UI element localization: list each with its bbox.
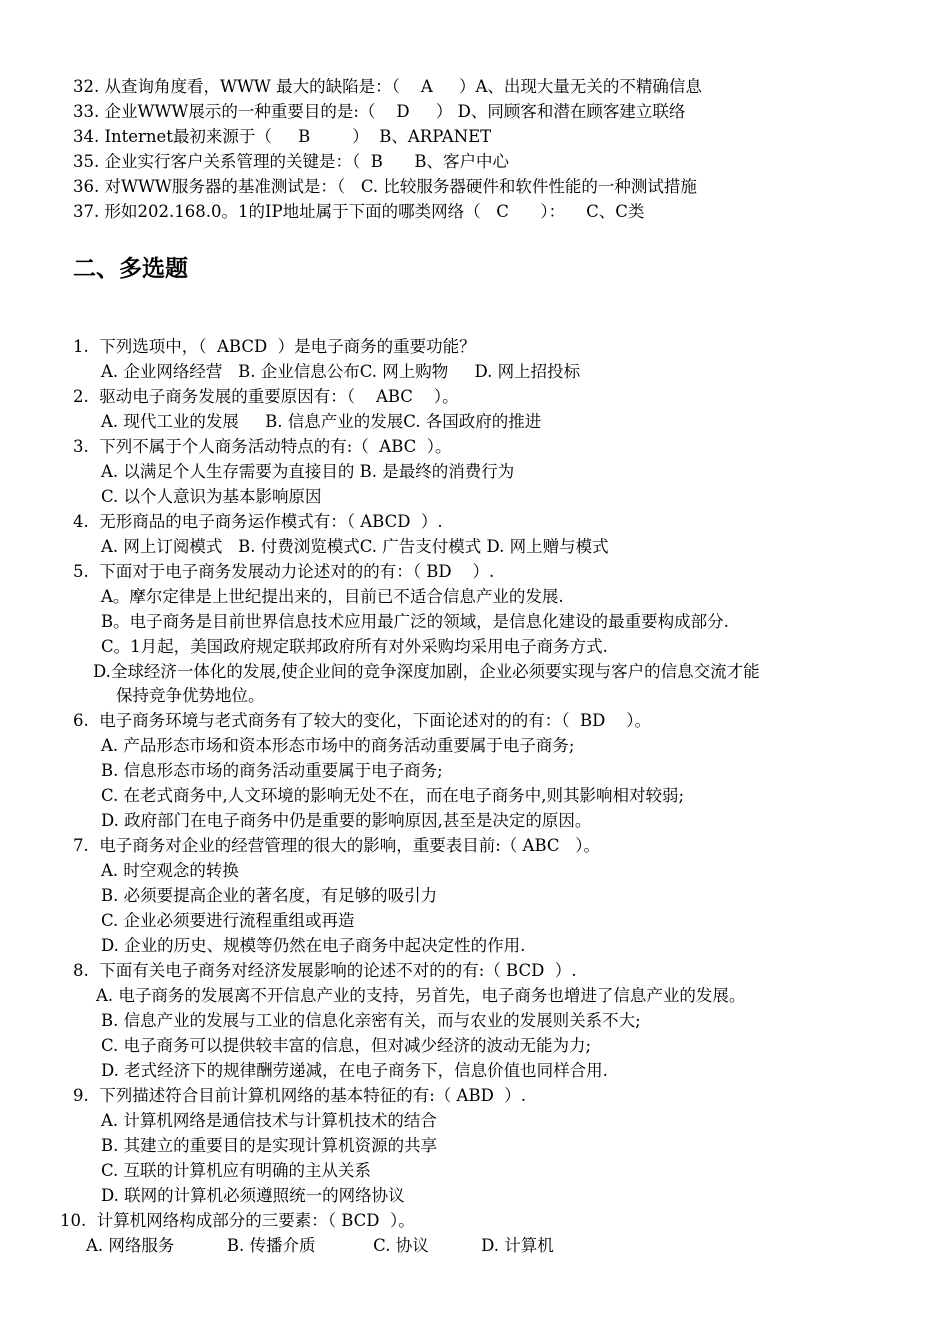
mc-question-7: 7. 电子商务对企业的经营管理的很大的影响，重要表目前:（ ABC ）。 xyxy=(73,836,600,855)
mc-option-9c: C. 互联的计算机应有明确的主从关系 xyxy=(101,1161,372,1180)
section-title: 二、多选题 xyxy=(73,256,188,282)
mc-question-9: 9. 下列描述符合目前计算机网络的基本特征的有:（ ABD ）. xyxy=(73,1086,527,1105)
question-32: 32. 从查询角度看，WWW 最大的缺陷是：（ A ）A、出现大量无关的不精确信息 xyxy=(73,77,702,96)
mc-options-4: A. 网上订阅模式 B. 付费浏览模式C. 广告支付模式 D. 网上赠与模式 xyxy=(101,537,609,556)
question-34: 34. Internet最初来源于（ B ） B、ARPANET xyxy=(73,127,492,146)
question-35: 35. 企业实行客户关系管理的关键是：（ B B、客户中心 xyxy=(73,152,509,171)
question-37: 37. 形如202.168.0。1的IP地址属于下面的哪类网络（ C ）： C、C类 xyxy=(73,202,645,221)
question-36: 36. 对WWW服务器的基准测试是：（ C. 比较服务器硬件和软件性能的一种测试措施 xyxy=(73,177,697,196)
mc-option-5c: C。1月起，美国政府规定联邦政府所有对外采购均采用电子商务方式. xyxy=(101,637,608,656)
mc-question-6: 6. 电子商务环境与老式商务有了较大的变化，下面论述对的的有：（ BD ）。 xyxy=(73,711,652,730)
mc-option-9a: A. 计算机网络是通信技术与计算机技术的结合 xyxy=(101,1111,437,1130)
mc-option-5d-cont: 保持竞争优势地位。 xyxy=(116,686,265,705)
mc-option-7b: B. 必须要提高企业的著名度，有足够的吸引力 xyxy=(101,886,438,905)
mc-option-5a: A。摩尔定律是上世纪提出来的，目前已不适合信息产业的发展. xyxy=(101,587,564,606)
mc-option-3c: C. 以个人意识为基本影响原因 xyxy=(101,487,322,506)
mc-option-8c: C. 电子商务可以提供较丰富的信息，但对减少经济的波动无能为力; xyxy=(101,1036,592,1055)
mc-option-7a: A. 时空观念的转换 xyxy=(101,861,239,880)
mc-question-2: 2. 驱动电子商务发展的重要原因有：（ ABC ）。 xyxy=(73,387,459,406)
mc-option-6a: A. 产品形态市场和资本形态市场中的商务活动重要属于电子商务; xyxy=(101,736,575,755)
mc-option-6b: B. 信息形态市场的商务活动重要属于电子商务; xyxy=(101,761,443,780)
mc-question-8: 8. 下面有关电子商务对经济发展影响的论述不对的的有:（ BCD ）. xyxy=(73,961,577,980)
mc-options-2: A. 现代工业的发展 B. 信息产业的发展C. 各国政府的推进 xyxy=(101,412,542,431)
mc-option-5b: B。电子商务是目前世界信息技术应用最广泛的领域，是信息化建设的最重要构成部分. xyxy=(101,612,729,631)
mc-option-6d: D. 政府部门在电子商务中仍是重要的影响原因,甚至是决定的原因。 xyxy=(101,811,592,830)
mc-option-9d: D. 联网的计算机必须遵照统一的网络协议 xyxy=(101,1186,405,1205)
mc-option-5d: D.全球经济一体化的发展,使企业间的竞争深度加剧，企业必须要实现与客户的信息交流才能 xyxy=(93,662,760,681)
question-33: 33. 企业WWW展示的一种重要目的是:（ D ） D、同顾客和潜在顾客建立联络 xyxy=(73,102,686,121)
mc-option-3ab: A. 以满足个人生存需要为直接目的 B. 是最终的消费行为 xyxy=(101,462,515,481)
mc-question-5: 5. 下面对于电子商务发展动力论述对的的有：（ BD ）. xyxy=(73,562,495,581)
mc-option-6c: C. 在老式商务中,人文环境的影响无处不在，而在电子商务中,则其影响相对较弱; xyxy=(101,786,685,805)
mc-option-8a: A. 电子商务的发展离不开信息产业的支持，另首先，电子商务也增进了信息产业的发展。 xyxy=(96,986,746,1005)
mc-question-3: 3. 下列不属于个人商务活动特点的有:（ ABC ）。 xyxy=(73,437,452,456)
mc-options-1: A. 企业网络经营 B. 企业信息公布C. 网上购物 D. 网上招投标 xyxy=(101,362,581,381)
mc-option-7c: C. 企业必须要进行流程重组或再造 xyxy=(101,911,355,930)
mc-option-8d: D. 老式经济下的规律酬劳递减，在电子商务下，信息价值也同样合用. xyxy=(101,1061,608,1080)
mc-question-4: 4. 无形商品的电子商务运作模式有：（ ABCD ）. xyxy=(73,512,443,531)
mc-option-8b: B. 信息产业的发展与工业的信息化亲密有关，而与农业的发展则关系不大; xyxy=(101,1011,641,1030)
mc-option-9b: B. 其建立的重要目的是实现计算机资源的共享 xyxy=(101,1136,438,1155)
mc-option-7d: D. 企业的历史、规模等仍然在电子商务中起决定性的作用. xyxy=(101,936,526,955)
mc-options-10: A. 网络服务 B. 传播介质 C. 协议 D. 计算机 xyxy=(86,1236,554,1255)
mc-question-1: 1. 下列选项中，（ ABCD ）是电子商务的重要功能？ xyxy=(73,337,476,356)
mc-question-10: 10. 计算机网络构成部分的三要素：（ BCD ）。 xyxy=(60,1211,415,1230)
